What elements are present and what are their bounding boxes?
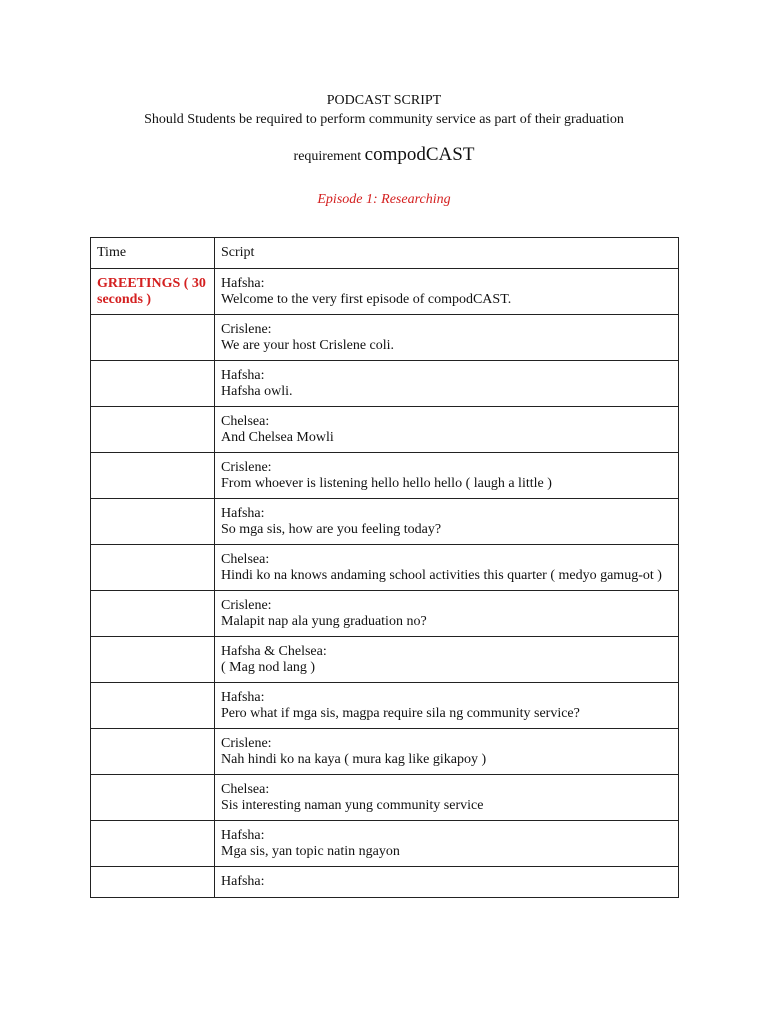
dialogue-line: And Chelsea Mowli — [221, 430, 334, 445]
script-cell — [215, 867, 679, 898]
time-cell — [91, 729, 215, 775]
speaker-name: Crislene: — [221, 598, 272, 613]
table-row — [91, 821, 679, 867]
dialogue-line: So mga sis, how are you feeling today? — [221, 522, 442, 537]
requirement-prefix: requirement — [293, 149, 365, 164]
speaker-name: Hafsha: — [221, 276, 265, 291]
table-row — [91, 499, 679, 545]
episode-title: Episode 1: Researching — [317, 192, 451, 207]
speaker-name: Hafsha: — [221, 828, 265, 843]
time-cell — [91, 453, 215, 499]
brand-name: compodCAST — [364, 144, 475, 165]
time-cell — [91, 591, 215, 637]
table-row — [91, 407, 679, 453]
time-cell — [91, 775, 215, 821]
dialogue-line: Pero what if mga sis, magpa require sila ng community service? — [221, 706, 580, 721]
time-cell — [91, 683, 215, 729]
script-cell — [215, 453, 679, 499]
time-cell — [91, 867, 215, 898]
table-row — [91, 637, 679, 683]
speaker-name: Crislene: — [221, 322, 272, 337]
speaker-name: Hafsha: — [221, 874, 265, 889]
speaker-name: Crislene: — [221, 736, 272, 751]
speaker-name: Hafsha: — [221, 506, 265, 521]
time-column-header: Time — [91, 238, 215, 269]
script-cell — [215, 499, 679, 545]
script-cell — [215, 545, 679, 591]
time-cell — [91, 637, 215, 683]
requirement-line — [0, 146, 768, 166]
dialogue-line: Mga sis, yan topic natin ngayon — [221, 844, 400, 859]
dialogue-line: Nah hindi ko na kaya ( mura kag like gikapoy ) — [221, 752, 487, 767]
table-row — [91, 453, 679, 499]
time-cell — [91, 545, 215, 591]
speaker-name: Hafsha: — [221, 690, 265, 705]
time-cell — [91, 821, 215, 867]
table-row — [91, 729, 679, 775]
script-cell — [215, 637, 679, 683]
table-row — [91, 867, 679, 898]
speaker-name: Hafsha & Chelsea: — [221, 644, 327, 659]
dialogue-line: From whoever is listening hello hello hello ( laugh a little ) — [221, 476, 552, 491]
segment-label: GREETINGS ( 30 seconds ) — [97, 276, 206, 307]
table-row — [91, 361, 679, 407]
script-cell — [215, 775, 679, 821]
speaker-name: Chelsea: — [221, 782, 270, 797]
table-row — [91, 269, 679, 315]
script-cell — [215, 269, 679, 315]
speaker-name: Crislene: — [221, 460, 272, 475]
dialogue-line: Welcome to the very first episode of compodCAST. — [221, 292, 512, 307]
dialogue-line: Sis interesting naman yung community service — [221, 798, 484, 813]
script-cell — [215, 361, 679, 407]
script-cell — [215, 729, 679, 775]
table-header-row — [91, 238, 679, 269]
script-cell — [215, 591, 679, 637]
time-cell — [91, 361, 215, 407]
time-cell — [91, 407, 215, 453]
time-cell — [91, 315, 215, 361]
dialogue-line: Malapit nap ala yung graduation no? — [221, 614, 427, 629]
table-row — [91, 683, 679, 729]
dialogue-line: ( Mag nod lang ) — [221, 660, 316, 675]
time-cell — [91, 499, 215, 545]
script-column-header: Script — [215, 238, 679, 269]
script-cell — [215, 683, 679, 729]
document-title: PODCAST SCRIPT — [326, 93, 442, 108]
script-cell — [215, 315, 679, 361]
script-table — [90, 237, 679, 898]
speaker-name: Chelsea: — [221, 552, 270, 567]
dialogue-line: Hafsha owli. — [221, 384, 293, 399]
dialogue-line: We are your host Crislene coli. — [221, 338, 395, 353]
table-row — [91, 591, 679, 637]
table-row — [91, 545, 679, 591]
script-cell — [215, 407, 679, 453]
speaker-name: Chelsea: — [221, 414, 270, 429]
document-subtitle: Should Students be required to perform community service as part of their graduation — [144, 112, 624, 127]
dialogue-line: Hindi ko na knows andaming school activities this quarter ( medyo gamug-ot ) — [221, 568, 662, 583]
table-row — [91, 775, 679, 821]
table-row — [91, 315, 679, 361]
script-cell — [215, 821, 679, 867]
speaker-name: Hafsha: — [221, 368, 265, 383]
time-cell — [91, 269, 215, 315]
